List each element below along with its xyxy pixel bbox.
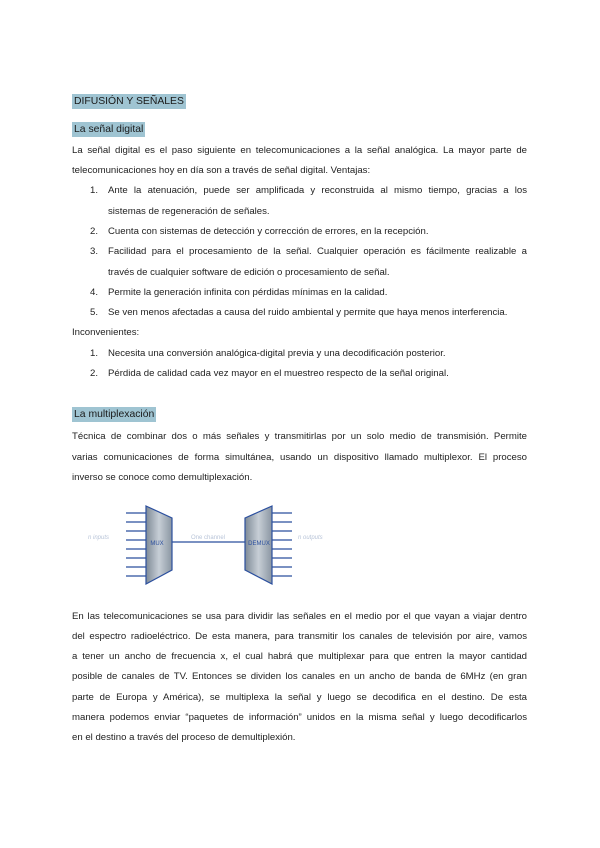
output-lines [272,513,292,576]
list-item: Pérdida de calidad cada vez mayor en el muestreo respecto de la señal original. [108,368,449,379]
section-title: DIFUSIÓN Y SEÑALES [74,96,184,107]
list-number: 1. [89,185,98,196]
list-item-cont: través de cualquier software de edición o procesamiento de señal. [108,267,390,278]
list-number: 5. [89,307,98,318]
channel-label: One channel [190,535,226,541]
para1-line: inverso se conoce como demultiplexación. [72,472,253,483]
list-item: Se ven menos afectadas a causa del ruido ambiental y permite que haya menos interferencia. [108,307,508,318]
para2-line: En las telecomunicaciones se usa para dividir las señales en el medio por el que vayan a viajar dentro [72,611,527,622]
list-number: 1. [89,348,98,359]
list-number: 2. [89,226,98,237]
subtitle-multiplexacion: La multiplexación [74,409,155,420]
list-number: 2. [89,368,98,379]
para1-line: varias comunicaciones de forma simultánea, usando un dispositivo llamado multiplexor. El proceso [72,452,527,463]
list-item: Necesita una conversión analógica-digital previa y una decodificación posterior. [108,348,446,359]
intro-line-2: telecomunicaciones hoy en día son a través de señal digital. Ventajas: [72,165,371,176]
outputs-label: n outputs [298,535,323,541]
input-lines [126,513,146,576]
list-item-cont: sistemas de regeneración de señales. [108,206,270,217]
para2-line: manera podemos enviar “paquetes de información” unidos en la misma señal y luego decodificarlos [72,712,527,723]
para1-line: Técnica de combinar dos o más señales y transmitirlas por un solo medio de transmisión. Permite [72,431,527,442]
para2-line: parte de Europa y América), se multiplexa la señal y luego se decodifica en el destino. De esta [72,692,527,703]
para2-line: en el destino a través del proceso de demultiplexión. [72,732,296,743]
para2-line: del espectro radioeléctrico. De esta manera, para transmitir los canales de televisión por aire, vamos [72,631,527,642]
mux-label: MUX [150,541,164,547]
inconvenientes-label: Inconvenientes: [72,327,140,338]
list-item: Facilidad para el procesamiento de la señal. Cualquier operación es fácilmente realizable a [108,246,527,257]
para2-line: a tener un ancho de frecuencia x, el cual habrá que multiplexar para que entren la mayor cantidad [72,651,527,662]
inputs-label: n inputs [88,535,110,541]
subtitle-senal-digital: La señal digital [74,124,144,135]
list-item: Permite la generación infinita con pérdidas mínimas en la calidad. [108,287,388,298]
mux-diagram [80,498,380,594]
list-number: 3. [89,246,98,257]
list-item: Ante la atenuación, puede ser amplificada y reconstruida al mismo tiempo, gracias a los [108,185,527,196]
demux-label: DEMUX [248,541,270,547]
intro-line-1: La señal digital es el paso siguiente en telecomunicaciones a la señal analógica. La mayor parte de [72,145,527,156]
list-item: Cuenta con sistemas de detección y corrección de errores, en la recepción. [108,226,429,237]
para2-line: posible de canales de TV. Entonces se dividen los canales en un ancho de banda de 6MHz (en gran [72,671,527,682]
list-number: 4. [89,287,98,298]
